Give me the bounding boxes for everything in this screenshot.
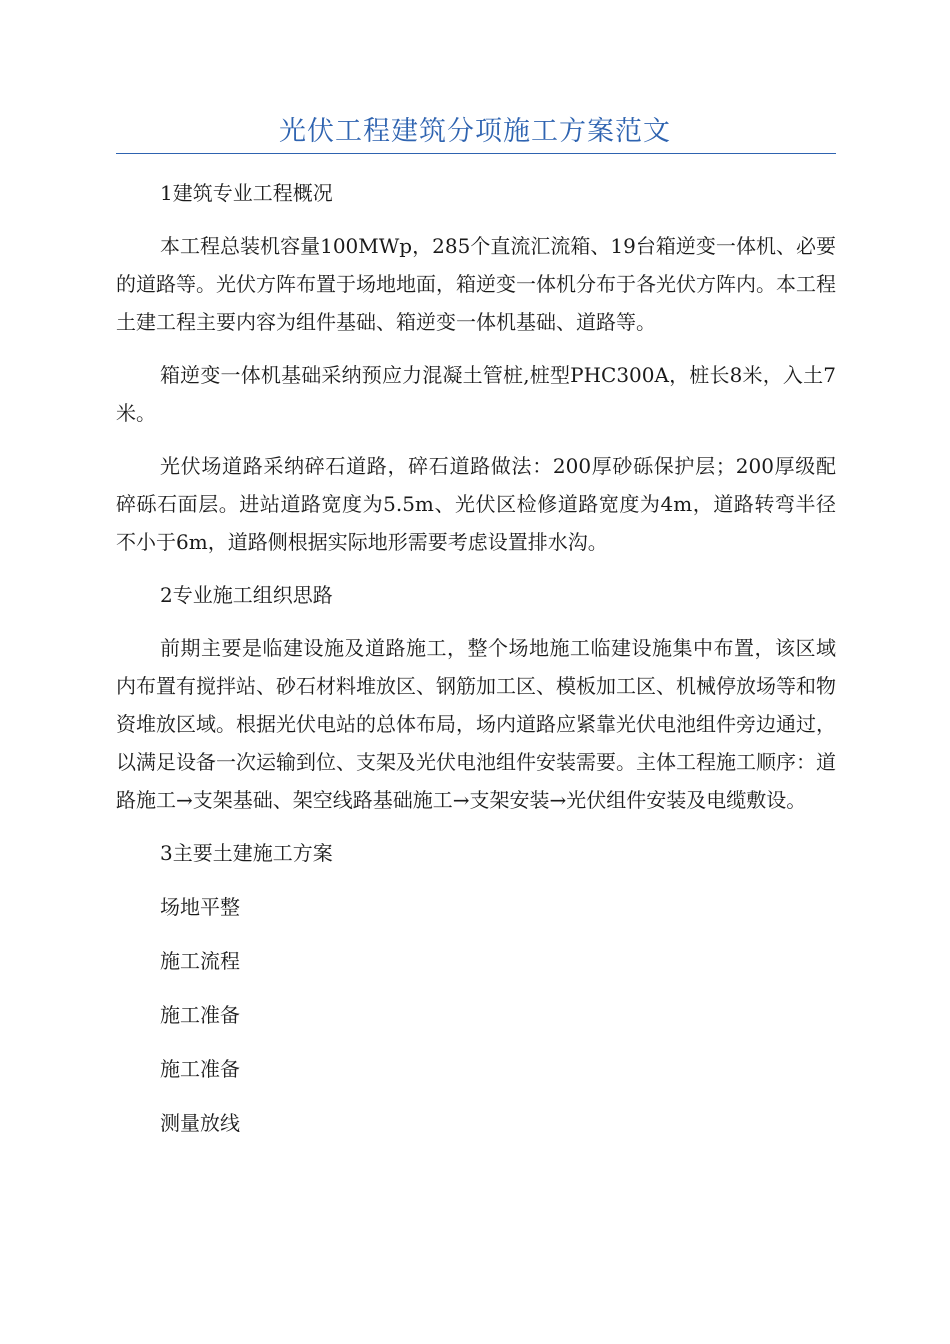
section-heading-3: 3主要土建施工方案 [160, 841, 333, 865]
paragraph-project-overview: 本工程总装机容量100MWp，285个直流汇流箱、19台箱逆变一体机、必要的道路等。光伏方阵布置于场地地面，箱逆变一体机分布于各光伏方阵内。本工程土建工程主要内容为组件基础、箱逆变一体机基础、道路等。 [116, 234, 836, 334]
section-heading-2: 2专业施工组织思路 [160, 583, 333, 607]
list-item: 场地平整 [160, 895, 240, 919]
list-item: 施工准备 [160, 1003, 240, 1027]
list-item: 施工流程 [160, 949, 240, 973]
paragraph-foundation: 箱逆变一体机基础采纳预应力混凝土管桩,桩型PHC300A，桩长8米，入土7米。 [116, 363, 836, 425]
document-body [116, 174, 836, 1142]
list-item: 测量放线 [160, 1111, 240, 1135]
paragraph-roads: 光伏场道路采纳碎石道路，碎石道路做法：200厚砂砾保护层；200厚级配碎砾石面层。进站道路宽度为5.5m、光伏区检修道路宽度为4m，道路转弯半径不小于6m，道路侧根据实际地形需要考虑设置排水沟。 [116, 454, 836, 554]
document-title: 光伏工程建筑分项施工方案范文 [279, 116, 671, 147]
title-underline [116, 153, 836, 154]
list-item: 施工准备 [160, 1057, 240, 1081]
section-heading-1: 1建筑专业工程概况 [160, 181, 333, 205]
paragraph-organization: 前期主要是临建设施及道路施工，整个场地施工临建设施集中布置，该区域内布置有搅拌站、砂石材料堆放区、钢筋加工区、模板加工区、机械停放场等和物资堆放区域。根据光伏电站的总体布局，场内道路应紧靠光伏电池组件旁边通过，以满足设备一次运输到位、支架及光伏电池组件安装需要。主体工程施工顺序：道路施工→支架基础、架空线路基础施工→支架安装→光伏组件安装及电缆敷设。 [116, 636, 836, 812]
